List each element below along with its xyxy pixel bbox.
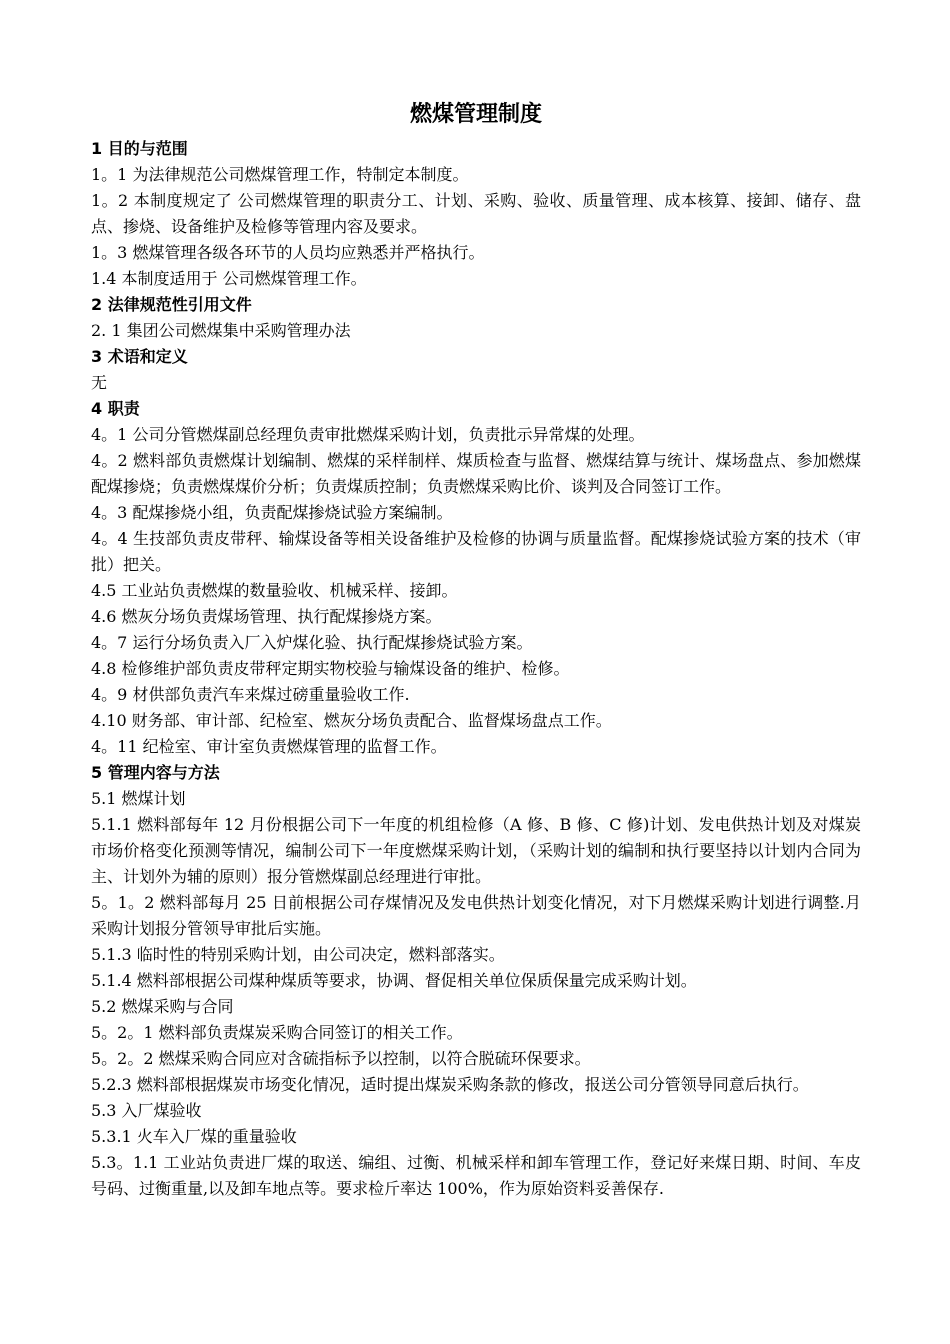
- paragraph: 4。1 公司分管燃煤副总经理负责审批燃煤采购计划，负责批示异常煤的处理。: [91, 425, 645, 444]
- paragraph: 无: [91, 373, 108, 392]
- paragraph: 4。7 运行分场负责入厂入炉煤化验、执行配煤掺烧试验方案。: [91, 633, 533, 652]
- document-body: [91, 136, 861, 1202]
- paragraph: 5.1.1 燃料部每年 12 月份根据公司下一年度的机组检修（A 修、B 修、C 修)计划、发电供热计划及对煤炭市场价格变化预测等情况，编制公司下一年度燃煤采购计划，（采购计划的编制和执行要坚持以计划内合同为主、计划外为辅的原则）报分管燃煤副总经理进行审批。: [91, 815, 861, 886]
- paragraph: 5.2.3 燃料部根据煤炭市场变化情况，适时提出煤炭采购条款的修改，报送公司分管领导同意后执行。: [91, 1075, 809, 1094]
- paragraph: 4。2 燃料部负责燃煤计划编制、燃煤的采样制样、煤质检查与监督、燃煤结算与统计、煤场盘点、参加燃煤配煤掺烧；负责燃煤煤价分析；负责煤质控制；负责燃煤采购比价、谈判及合同签订工作。: [91, 451, 861, 496]
- paragraph: 5。2。2 燃煤采购合同应对含硫指标予以控制，以符合脱硫环保要求。: [91, 1049, 591, 1068]
- paragraph: 5.1 燃煤计划: [91, 789, 186, 808]
- paragraph: 4.8 检修维护部负责皮带秤定期实物校验与输煤设备的维护、检修。: [91, 659, 570, 678]
- paragraph: 4。4 生技部负责皮带秤、输煤设备等相关设备维护及检修的协调与质量监督。配煤掺烧试验方案的技术（审批）把关。: [91, 529, 861, 574]
- section-heading: 1 目的与范围: [91, 139, 188, 158]
- paragraph: 4。3 配煤掺烧小组，负责配煤掺烧试验方案编制。: [91, 503, 453, 522]
- paragraph: 2. 1 集团公司燃煤集中采购管理办法: [91, 321, 351, 340]
- paragraph: 4。11 纪检室、审计室负责燃煤管理的监督工作。: [91, 737, 447, 756]
- section-heading: 4 职责: [91, 399, 140, 418]
- paragraph: 5.3.1 火车入厂煤的重量验收: [91, 1127, 297, 1146]
- document-title: 燃煤管理制度: [409, 102, 542, 127]
- paragraph: 4.10 财务部、审计部、纪检室、燃灰分场负责配合、监督煤场盘点工作。: [91, 711, 612, 730]
- paragraph: 1。3 燃煤管理各级各环节的人员均应熟悉并严格执行。: [91, 243, 485, 262]
- section-heading: 3 术语和定义: [91, 347, 188, 366]
- section-heading: 2 法律规范性引用文件: [91, 295, 252, 314]
- paragraph: 5。2。1 燃料部负责煤炭采购合同签订的相关工作。: [91, 1023, 463, 1042]
- paragraph: 4.6 燃灰分场负责煤场管理、执行配煤掺烧方案。: [91, 607, 442, 626]
- section-heading: 5 管理内容与方法: [91, 763, 220, 782]
- paragraph: 5.3。1.1 工业站负责进厂煤的取送、编组、过衡、机械采样和卸车管理工作，登记好来煤日期、时间、车皮号码、过衡重量,以及卸车地点等。要求检斤率达 100%，作为原始资料妥善保存.: [91, 1153, 861, 1198]
- paragraph: 5.1.4 燃料部根据公司煤种煤质等要求，协调、督促相关单位保质保量完成采购计划。: [91, 971, 697, 990]
- document-page: [91, 94, 861, 1202]
- paragraph: 5.1.3 临时性的特别采购计划，由公司决定，燃料部落实。: [91, 945, 505, 964]
- paragraph: 5。1。2 燃料部每月 25 日前根据公司存煤情况及发电供热计划变化情况，对下月燃煤采购计划进行调整.月采购计划报分管领导审批后实施。: [91, 893, 861, 938]
- paragraph: 1.4 本制度适用于 公司燃煤管理工作。: [91, 269, 367, 288]
- paragraph: 1。1 为法律规范公司燃煤管理工作，特制定本制度。: [91, 165, 469, 184]
- paragraph: 4.5 工业站负责燃煤的数量验收、机械采样、接卸。: [91, 581, 458, 600]
- paragraph: 4。9 材供部负责汽车来煤过磅重量验收工作.: [91, 685, 410, 704]
- paragraph: 5.2 燃煤采购与合同: [91, 997, 234, 1016]
- paragraph: 5.3 入厂煤验收: [91, 1101, 202, 1120]
- paragraph: 1。2 本制度规定了 公司燃煤管理的职责分工、计划、采购、验收、质量管理、成本核算、接卸、储存、盘点、掺烧、设备维护及检修等管理内容及要求。: [91, 191, 861, 236]
